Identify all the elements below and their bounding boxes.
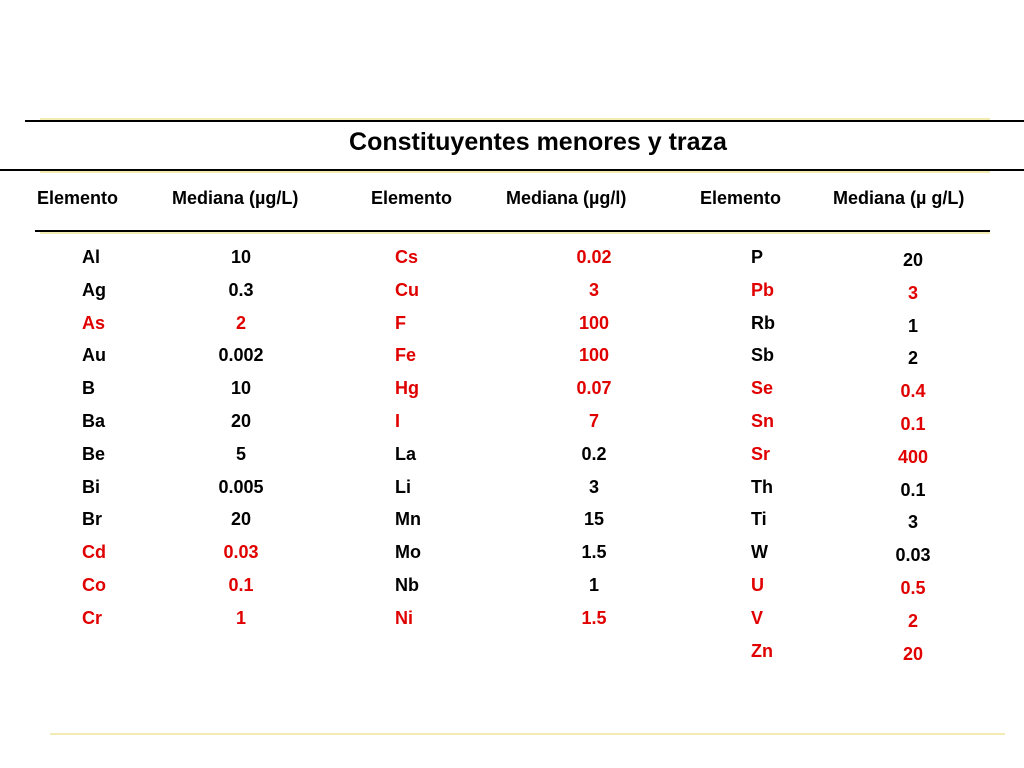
median-cell: 0.02 [576, 247, 612, 267]
element-cell: Al [82, 247, 100, 267]
element-cell: Cu [395, 279, 419, 300]
header-element-1: Elemento [37, 188, 119, 208]
element-cell: Hg [395, 378, 419, 399]
bottom-accent-rule [50, 733, 1005, 735]
header-median-3: Mediana (µ g/L) [833, 188, 965, 208]
median-column-2 [539, 246, 649, 640]
median-cell: 0.002 [218, 345, 264, 366]
median-cell: 20 [902, 250, 924, 270]
element-cell: Mo [395, 542, 421, 563]
element-cell: Li [395, 476, 411, 497]
median-cell: 3 [907, 282, 918, 303]
element-cell: Se [751, 378, 774, 399]
median-cell: 1 [907, 315, 918, 336]
element-cell: Sn [751, 410, 775, 431]
element-cell: As [82, 312, 106, 333]
element-cell: P [751, 247, 764, 267]
element-cell: W [751, 542, 768, 563]
header-element-2: Elemento [371, 188, 453, 208]
median-cell: 2 [907, 610, 918, 631]
element-cell: Cs [395, 247, 419, 267]
element-cell: Mn [395, 509, 421, 530]
element-cell: La [395, 443, 417, 464]
element-cell: Ba [82, 410, 106, 431]
median-cell: 0.1 [228, 574, 254, 595]
element-cell: V [751, 607, 764, 628]
median-column-3 [858, 249, 968, 675]
header-median-2: Mediana (µg/l) [506, 188, 627, 208]
element-cell: I [395, 410, 401, 431]
median-cell: 15 [583, 509, 605, 530]
element-cell: Ag [82, 279, 106, 300]
element-column-3 [751, 246, 811, 672]
median-cell: 100 [578, 345, 610, 366]
element-cell: Nb [395, 574, 419, 595]
element-cell: Ti [751, 509, 767, 530]
median-cell: 0.03 [895, 545, 931, 566]
element-cell: Th [751, 476, 773, 497]
median-cell: 2 [907, 348, 918, 369]
header-element-3: Elemento [700, 188, 782, 208]
median-cell: 10 [230, 378, 252, 399]
median-cell: 400 [897, 446, 929, 467]
median-cell: 2 [235, 312, 246, 333]
element-cell: Cr [82, 607, 103, 628]
median-cell: 20 [230, 509, 252, 530]
element-cell: Co [82, 574, 106, 595]
element-column-1 [82, 246, 142, 640]
median-cell: 0.3 [228, 279, 254, 300]
median-cell: 10 [230, 247, 252, 267]
median-cell: 3 [588, 476, 599, 497]
element-cell: Rb [751, 312, 775, 333]
element-cell: Sb [751, 345, 775, 366]
title-underline-accent-rule [40, 171, 990, 173]
element-cell: Pb [751, 279, 775, 300]
element-cell: Be [82, 443, 106, 464]
median-cell: 0.1 [900, 413, 926, 434]
top-rule [25, 120, 1024, 122]
median-cell: 0.005 [218, 476, 264, 497]
element-cell: Ni [395, 607, 413, 628]
element-column-2 [395, 246, 455, 640]
median-column-1 [186, 246, 296, 640]
element-cell: Br [82, 509, 103, 530]
median-cell: 0.1 [900, 479, 926, 500]
median-cell: 1 [235, 607, 246, 628]
median-cell: 0.4 [900, 381, 926, 402]
element-cell: Bi [82, 476, 100, 497]
header-underline-accent-rule [40, 232, 990, 234]
median-cell: 1 [588, 574, 599, 595]
median-cell: 20 [230, 410, 252, 431]
median-cell: 7 [588, 410, 599, 431]
median-cell: 1.5 [581, 542, 607, 563]
element-cell: Sr [751, 443, 771, 464]
median-cell: 5 [235, 443, 246, 464]
table-title: Constituyentes menores y traza [349, 128, 727, 156]
median-cell: 0.5 [900, 577, 926, 598]
element-cell: Zn [751, 640, 773, 661]
element-cell: Au [82, 345, 106, 366]
element-cell: B [82, 378, 95, 399]
median-cell: 100 [578, 312, 610, 333]
median-cell: 3 [907, 512, 918, 533]
median-cell: 3 [588, 279, 599, 300]
element-cell: U [751, 574, 764, 595]
median-cell: 0.07 [576, 378, 612, 399]
median-cell: 0.2 [581, 443, 607, 464]
median-cell: 20 [902, 643, 924, 664]
median-cell: 0.03 [223, 542, 259, 563]
element-cell: Fe [395, 345, 417, 366]
header-median-1: Mediana (µg/L) [172, 188, 299, 208]
element-cell: Cd [82, 542, 106, 563]
element-cell: F [395, 312, 406, 333]
median-cell: 1.5 [581, 607, 607, 628]
